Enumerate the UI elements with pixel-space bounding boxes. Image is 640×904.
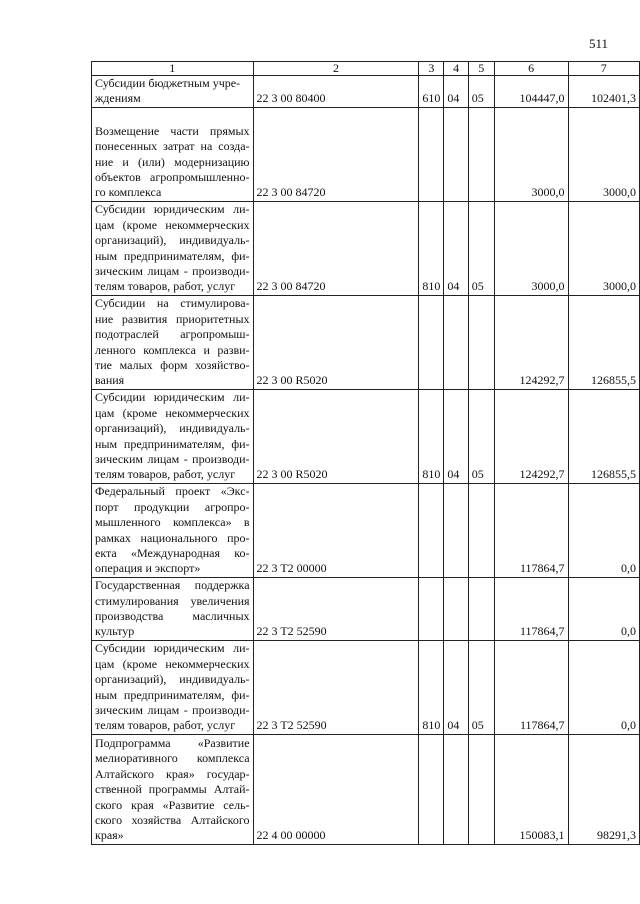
cell-code: 22 3 00 R5020 — [253, 295, 419, 389]
cell-c3 — [419, 295, 444, 389]
cell-c7: 102401,3 — [568, 76, 639, 108]
cell-c5 — [468, 295, 494, 389]
cell-code: 22 3 T2 52590 — [253, 577, 419, 640]
cell-c6: 104447,0 — [494, 76, 568, 108]
cell-name: Государственная поддержка стимулирования увеличения производства масличных культур — [92, 577, 254, 640]
cell-name: Подпрограмма «Развитие мелиоративного комплекса Алтайского края» государ-ственной программы Алтай-ского края «Развитие сель-ского хозяйства Алтайского края» — [92, 734, 254, 844]
table-row — [92, 76, 640, 108]
cell-c6: 117864,7 — [494, 483, 568, 577]
cell-name: Субсидии на стимулирова-ние развития приоритетных подотраслей агропромыш-ленного комплекса и разви-тие малых форм хозяйство-вания — [92, 295, 254, 389]
cell-c7: 126855,5 — [568, 295, 639, 389]
cell-code: 22 3 T2 00000 — [253, 483, 419, 577]
cell-name: Субсидии бюджетным учре- ждениям — [92, 76, 254, 108]
cell-c7: 3000,0 — [568, 201, 639, 295]
header-col-6: 6 — [494, 62, 568, 76]
cell-code: 22 3 T2 52590 — [253, 640, 419, 734]
cell-c5 — [468, 734, 494, 844]
cell-c3: 810 — [419, 640, 444, 734]
table-row — [92, 389, 640, 483]
cell-c5 — [468, 483, 494, 577]
cell-code: 22 3 00 84720 — [253, 107, 419, 201]
cell-name: Федеральный проект «Экс-порт продукции агропро-мышленного комплекса» в рамках национального про-екта «Международная ко-операция и экспорт» — [92, 483, 254, 577]
cell-c7: 98291,3 — [568, 734, 639, 844]
cell-c4: 04 — [444, 640, 468, 734]
table-row — [92, 295, 640, 389]
cell-name: Субсидии юридическим ли-цам (кроме некоммерческих организаций), индивидуаль-ным предпринимателям, фи-зическим лицам - производи-телям товаров, работ, услуг — [92, 389, 254, 483]
table-row — [92, 734, 640, 844]
budget-table — [91, 61, 640, 845]
cell-c6: 3000,0 — [494, 107, 568, 201]
header-col-7: 7 — [568, 62, 639, 76]
cell-c3 — [419, 107, 444, 201]
cell-c7: 3000,0 — [568, 107, 639, 201]
table-row — [92, 483, 640, 577]
cell-c5 — [468, 107, 494, 201]
table-row — [92, 107, 640, 201]
cell-c4 — [444, 577, 468, 640]
header-col-4: 4 — [444, 62, 468, 76]
cell-c7: 0,0 — [568, 577, 639, 640]
cell-c4 — [444, 295, 468, 389]
cell-c7: 126855,5 — [568, 389, 639, 483]
cell-c4 — [444, 107, 468, 201]
cell-c5 — [468, 577, 494, 640]
table-row — [92, 577, 640, 640]
page-number: 511 — [589, 36, 609, 51]
header-col-5: 5 — [468, 62, 494, 76]
cell-c6: 117864,7 — [494, 577, 568, 640]
table-row — [92, 640, 640, 734]
cell-c7: 0,0 — [568, 483, 639, 577]
cell-c4: 04 — [444, 76, 468, 108]
cell-c6: 150083,1 — [494, 734, 568, 844]
cell-c4 — [444, 734, 468, 844]
header-col-1: 1 — [92, 62, 254, 76]
cell-c3 — [419, 483, 444, 577]
cell-c4 — [444, 483, 468, 577]
cell-c3 — [419, 734, 444, 844]
cell-c3: 610 — [419, 76, 444, 108]
table-row — [92, 201, 640, 295]
cell-name: Возмещение части прямых понесенных затрат на созда-ние и (или) модернизацию объектов агропромышленно-го комплекса — [92, 107, 254, 201]
cell-c3 — [419, 577, 444, 640]
cell-name: Субсидии юридическим ли-цам (кроме некоммерческих организаций), индивидуаль-ным предпринимателям, фи-зическим лицам - производи-телям товаров, работ, услуг — [92, 201, 254, 295]
cell-c3: 810 — [419, 201, 444, 295]
header-col-3: 3 — [419, 62, 444, 76]
cell-c7: 0,0 — [568, 640, 639, 734]
cell-c6: 3000,0 — [494, 201, 568, 295]
cell-c3: 810 — [419, 389, 444, 483]
cell-c4: 04 — [444, 201, 468, 295]
cell-c5: 05 — [468, 389, 494, 483]
table-header-row — [92, 62, 640, 76]
cell-c5: 05 — [468, 640, 494, 734]
cell-code: 22 3 00 80400 — [253, 76, 419, 108]
cell-code: 22 3 00 R5020 — [253, 389, 419, 483]
cell-c5: 05 — [468, 76, 494, 108]
cell-code: 22 4 00 00000 — [253, 734, 419, 844]
cell-c5: 05 — [468, 201, 494, 295]
cell-c6: 117864,7 — [494, 640, 568, 734]
header-col-2: 2 — [253, 62, 419, 76]
cell-c6: 124292,7 — [494, 295, 568, 389]
cell-c4: 04 — [444, 389, 468, 483]
cell-code: 22 3 00 84720 — [253, 201, 419, 295]
cell-c6: 124292,7 — [494, 389, 568, 483]
cell-name: Субсидии юридическим ли-цам (кроме некоммерческих организаций), индивидуаль-ным предпринимателям, фи-зическим лицам - производи-телям товаров, работ, услуг — [92, 640, 254, 734]
